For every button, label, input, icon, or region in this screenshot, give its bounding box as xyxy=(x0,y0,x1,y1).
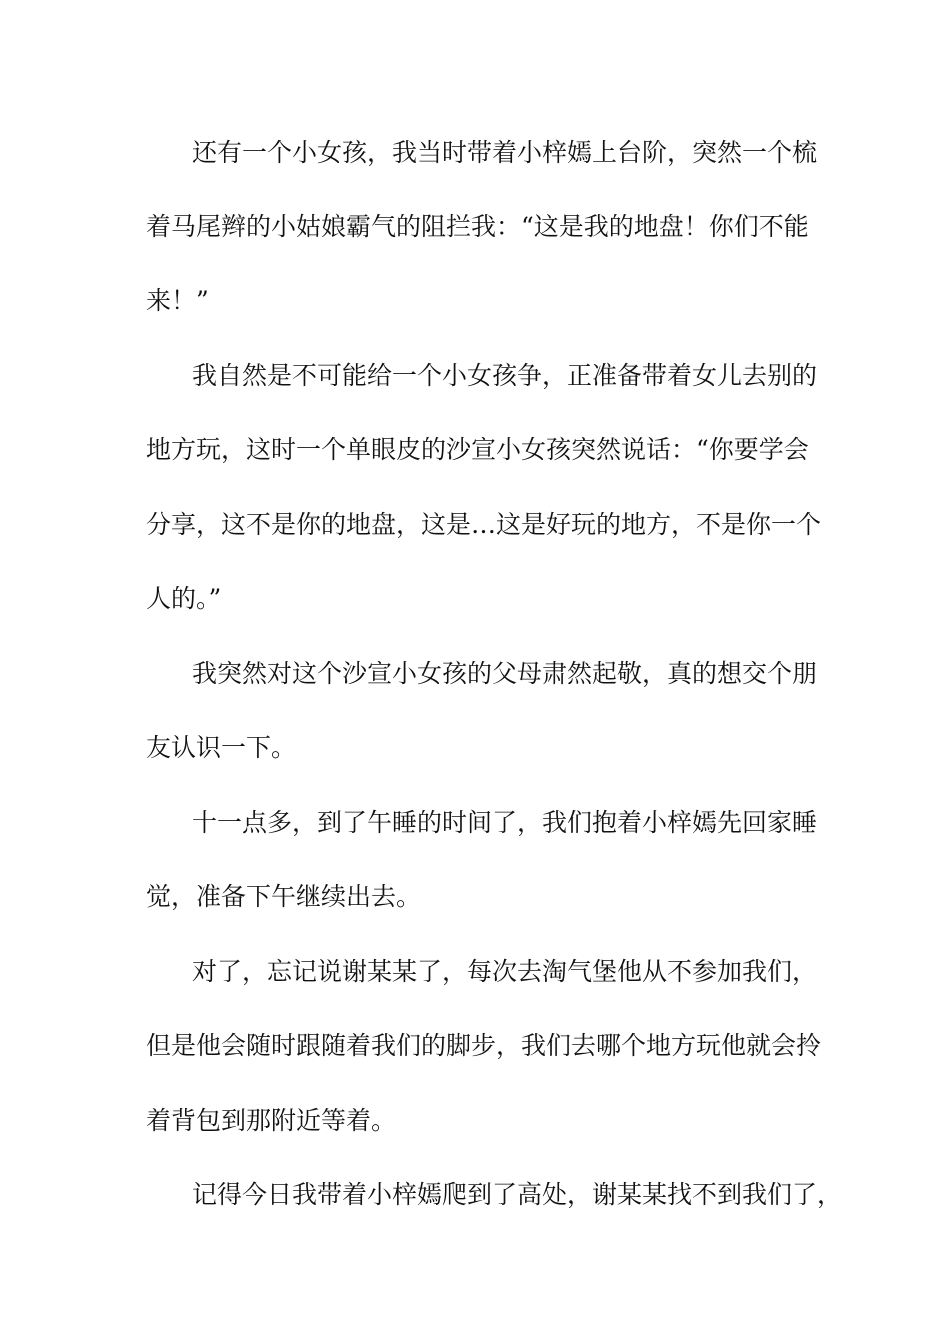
paragraph-line: 来！” xyxy=(146,286,209,315)
paragraph-line: 着马尾辫的小姑娘霸气的阻拦我：“这是我的地盘！你们不能 xyxy=(146,212,809,241)
paragraph-line: 地方玩，这时一个单眼皮的沙宣小女孩突然说话：“你要学会 xyxy=(146,435,809,464)
paragraph-line: 还有一个小女孩，我当时带着小梓嫣上台阶，突然一个梳 xyxy=(192,138,818,167)
paragraph-line: 我突然对这个沙宣小女孩的父母肃然起敬，真的想交个朋 xyxy=(192,659,818,688)
paragraph-line: 着背包到那附近等着。 xyxy=(146,1106,397,1135)
paragraph-line: 但是他会随时跟随着我们的脚步，我们去哪个地方玩他就会拎 xyxy=(146,1031,822,1060)
paragraph-line: 记得今日我带着小梓嫣爬到了高处，谢某某找不到我们了， xyxy=(192,1180,843,1209)
paragraph-line: 十一点多，到了午睡的时间了，我们抱着小梓嫣先回家睡 xyxy=(192,808,818,837)
paragraph-line: 友认识一下。 xyxy=(146,733,297,762)
paragraph-line: 人的。” xyxy=(146,584,222,613)
paragraph-line: 觉，准备下午继续出去。 xyxy=(146,882,422,911)
paragraph-line: 我自然是不可能给一个小女孩争，正准备带着女儿去别的 xyxy=(192,361,818,390)
paragraph-line: 分享，这不是你的地盘，这是…这是好玩的地方，不是你一个 xyxy=(146,510,822,539)
paragraph-line: 对了，忘记说谢某某了，每次去淘气堡他从不参加我们， xyxy=(192,957,818,986)
